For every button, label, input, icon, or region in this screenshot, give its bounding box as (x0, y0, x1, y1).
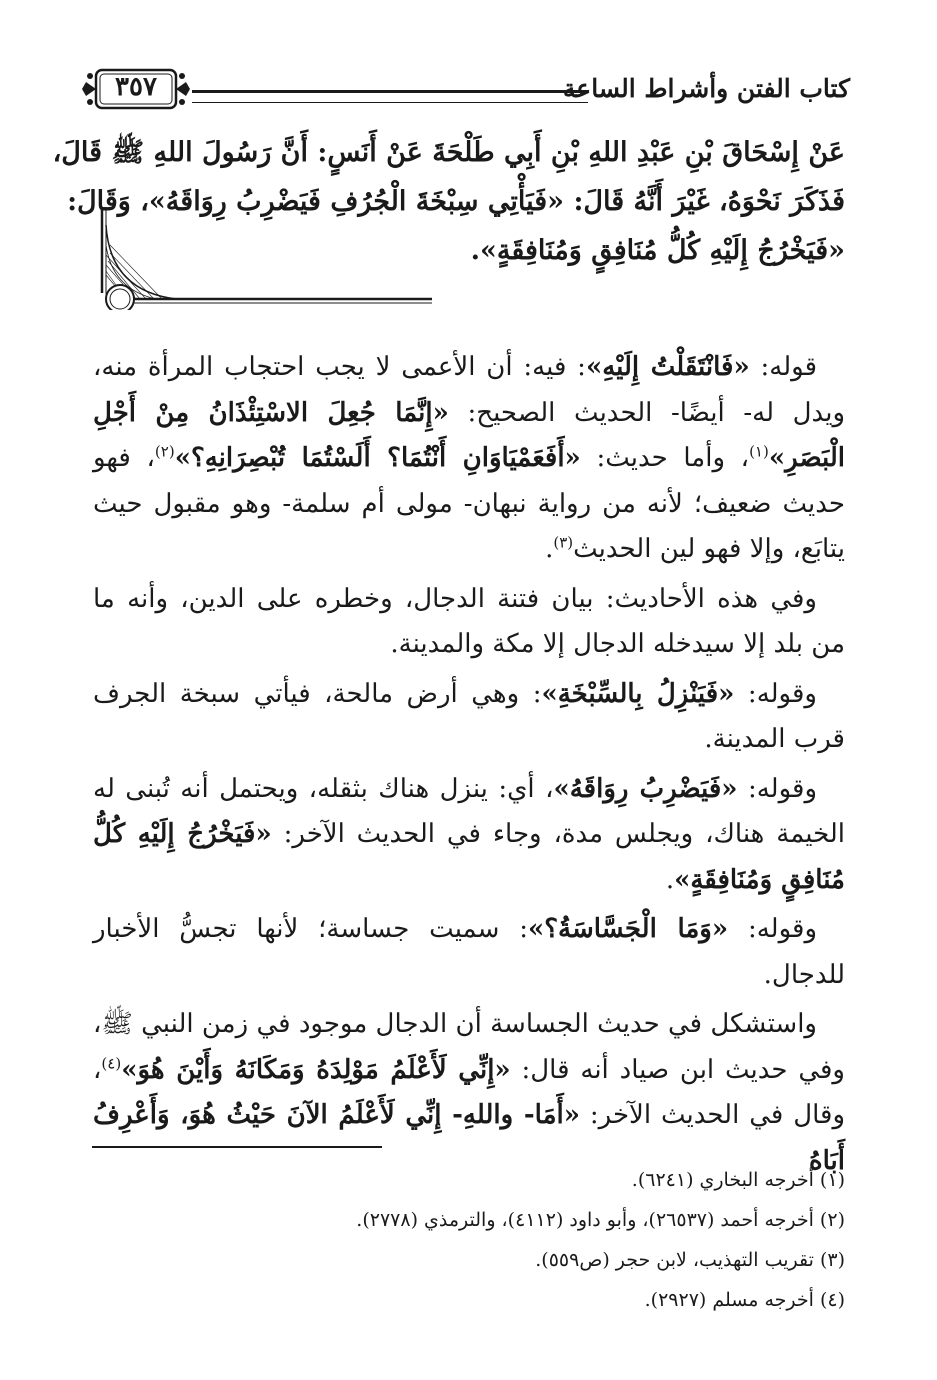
page-number-frame (80, 64, 192, 114)
quoted-hadith: «إِنَّمَا جُعِلَ الاسْتِئْذَانُ مِنْ أَجْلِ الْبَصَرِ» (93, 397, 845, 473)
footnote-ref: (٢) (154, 442, 175, 461)
quoted-hadith: «فَانْتَقَلْتُ إِلَيْهِ» (585, 352, 750, 382)
quoted-hadith: «فَيَنْزِلُ بِالسِّبْخَةِ» (541, 678, 735, 709)
footnotes (93, 1160, 845, 1320)
footnote-separator (92, 1146, 382, 1148)
paragraph: وقوله: «فَيَنْزِلُ بِالسِّبْخَةِ»: وهي أرض مالحة، فيأتي سبخة الجرف قرب المدينة. (93, 678, 845, 754)
paragraph: وقوله: «فَيَضْرِبُ رِوَاقَهُ»، أي: ينزل هناك بثقله، ويحتمل أنه تُبنى له الخيمة هناك، ويجلس مدة، وجاء في الحديث الآخر: «فَيَخْرُجُ إِلَيْهِ كُلُّ مُنَافِقٍ وَمُنَافِقَةٍ». (93, 773, 845, 895)
page-number: ٣٥٧ (115, 72, 157, 102)
footnote-ref: (١) (749, 442, 769, 461)
footnote-ref: (٤) (101, 1053, 122, 1072)
book-title: كتاب الفتن وأشراط الساعة (562, 74, 850, 103)
footnote-ref: (٣) (553, 533, 574, 552)
quoted-hadith: «أَفَعَمْيَاوَانِ أَنْتُمَا؟ أَلَسْتُمَا تُبْصِرَانِهِ؟» (174, 443, 581, 473)
commentary-body (93, 345, 845, 1184)
paragraph: واستشكل في حديث الجساسة أن الدجال موجود في زمن النبي ﷺ، وفي حديث ابن صياد أنه قال: «إِنِّي لَأَعْلَمُ مَوْلِدَهُ وَمَكَانَهُ وَأَيْنَ هُوَ»$^{(٤)}$، وقال في الحديث الآخر: «أَمَا- واللهِ- إِنِّي لَأَعْلَمُ الآنَ حَيْثُ هُوَ، وَأَعْرِفُ أَبَاهُ (93, 1009, 846, 1176)
quoted-hadith: «إِنِّي لَأَعْلَمُ مَوْلِدَهُ وَمَكَانَهُ وَأَيْنَ هُوَ» (121, 1054, 511, 1085)
hadith-line: عَنْ إِسْحَاقَ بْنِ عَبْدِ اللهِ بْنِ أَبِي طَلْحَةَ عَنْ أَنَسٍ: أَنَّ رَسُولَ اللهِ ﷺ قَالَ، (52, 137, 845, 168)
footnote: (٤) أخرجه مسلم (٢٩٢٧). (644, 1289, 845, 1311)
running-header (80, 62, 850, 114)
quoted-hadith: «وَمَا الْجَسَّاسَةُ؟» (527, 914, 729, 944)
quoted-hadith: «فَيَضْرِبُ رِوَاقَهُ» (553, 773, 738, 804)
paragraph: وقوله: «وَمَا الْجَسَّاسَةُ؟»: سميت جساسة؛ لأنها تجسُّ الأخبار للدجال. (93, 914, 845, 990)
footnote: (٣) تقريب التهذيب، لابن حجر (ص٥٥٩). (535, 1249, 845, 1271)
hadith-line: فَذَكَرَ نَحْوَهُ، غَيْرَ أَنَّهُ قَالَ: «فَيَأْتِي سِبْخَةَ الْجُرُفِ فَيَضْرِبُ رِوَاقَهُ»، وَقَالَ: (67, 186, 845, 217)
quoted-hadith: «أَمَا- واللهِ- إِنِّي لَأَعْلَمُ الآنَ حَيْثُ هُوَ، وَأَعْرِفُ أَبَاهُ (93, 1100, 845, 1176)
quoted-hadith: «فَيَخْرُجُ إِلَيْهِ كُلُّ مُنَافِقٍ وَمُنَافِقَةٍ» (93, 819, 845, 895)
corner-ornament-icon (96, 205, 436, 310)
footnote: (١) أخرجه البخاري (٦٢٤١). (631, 1169, 845, 1191)
header-rule (192, 90, 588, 103)
paragraph: وفي هذه الأحاديث: بيان فتنة الدجال، وخطره على الدين، وأنه ما من بلد إلا سيدخله الدجال إلا مكة والمدينة. (93, 583, 845, 659)
paragraph: قوله: «فَانْتَقَلْتُ إِلَيْهِ»: فيه: أن الأعمى لا يجب احتجاب المرأة منه، ويدل له- أيضًا- الحديث الصحيح: «إِنَّمَا جُعِلَ الاسْتِئْذَانُ مِنْ أَجْلِ الْبَصَرِ»$^{(١)}$، وأما حديث: «أَفَعَمْيَاوَانِ أَنْتُمَا؟ أَلَسْتُمَا تُبْصِرَانِهِ؟»$^{(٢)}$، فهو حديث ضعيف؛ لأنه من رواية نبهان- مولى أم سلمة- وهو مقبول حيث يتابَع، وإلا فهو لين الحديث$^{(٣)}$. (93, 352, 845, 564)
hadith-line: «فَيَخْرُجُ إِلَيْهِ كُلُّ مُنَافِقٍ وَمُنَافِقَةٍ». (470, 235, 845, 266)
footnote: (٢) أخرجه أحمد (٢٦٥٣٧)، وأبو داود (٤١١٢)، والترمذي (٢٧٧٨). (356, 1209, 845, 1231)
